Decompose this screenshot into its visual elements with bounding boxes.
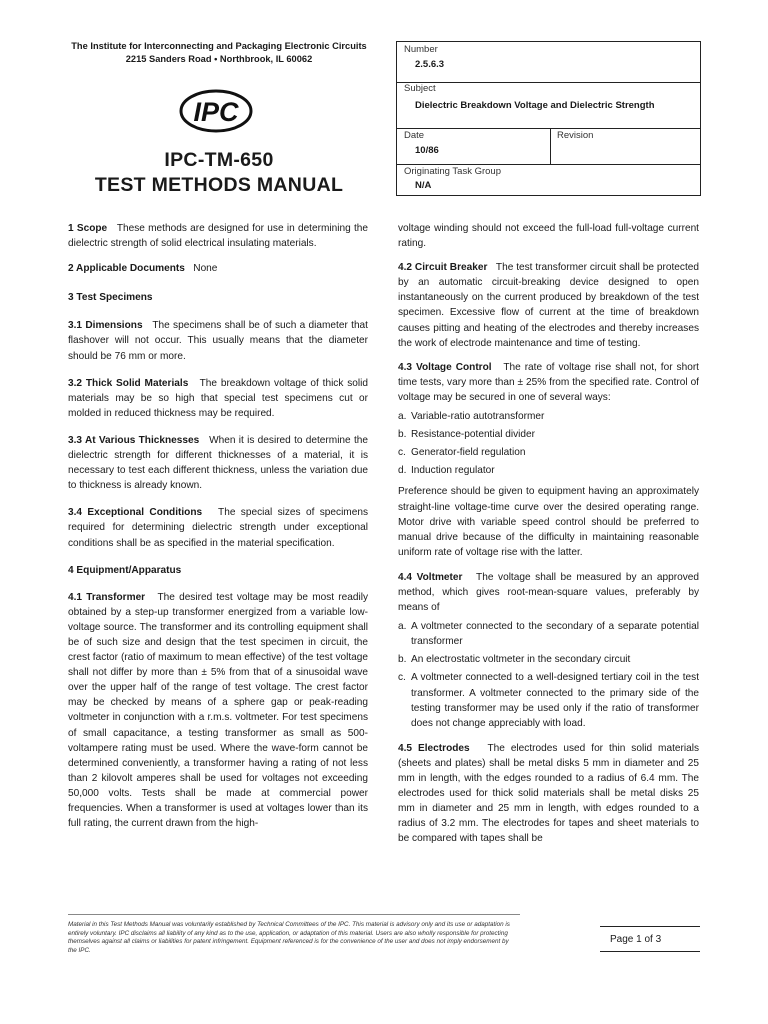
- number-label: Number: [404, 44, 438, 55]
- task-group-row: [397, 164, 700, 195]
- section-2: [68, 261, 368, 276]
- section-4-4-heading: 4.4 Voltmeter: [398, 571, 463, 583]
- voltage-control-list: [398, 409, 699, 478]
- section-4-5-heading: 4.5 Electrodes: [398, 742, 470, 754]
- list-item: d. Induction regulator: [398, 465, 495, 477]
- section-4-1: [68, 590, 368, 832]
- section-4-2: [398, 260, 699, 351]
- institute-name: [60, 40, 378, 66]
- section-4-heading: 4 Equipment/Apparatus: [68, 564, 182, 576]
- footer-disclaimer: Material in this Test Methods Manual was voluntarily established by Technical Committees of the IPC. This material is advisory only and its use or adaptation is entirely voluntary. IPC disclaims all liability of any kind as to the use, application, or adaptation of this material. Users are also wholly responsible for protecting themselves against all claims or liabilities for patent infringement. Equipment referenced is for the convenience of the user and does not imply endorsement by the IPC.: [68, 921, 510, 954]
- section-2-heading: 2 Applicable Documents: [68, 263, 185, 275]
- voltmeter-list: [398, 619, 699, 731]
- revision-label: Revision: [557, 130, 594, 141]
- section-3-4-heading: 3.4 Exceptional Conditions: [68, 507, 203, 519]
- logo-text: IPC: [193, 97, 239, 127]
- list-item: a. Variable-ratio autotransformer: [398, 411, 545, 423]
- section-4-1-heading: 4.1 Transformer: [68, 591, 146, 603]
- title-manual: TEST METHODS MANUAL: [94, 174, 344, 196]
- date-label: Date: [404, 130, 425, 141]
- number-value: 2.5.6.3: [415, 59, 445, 70]
- section-4-3: [398, 360, 699, 405]
- subject-label: Subject: [404, 83, 436, 94]
- section-4-1-continued: voltage winding should not exceed the full-load full-voltage current rating.: [398, 223, 699, 250]
- document-info-box: [396, 41, 701, 196]
- subject-row: [397, 83, 700, 129]
- section-3-4: [68, 505, 368, 550]
- right-column: [398, 221, 699, 853]
- list-item: c. Generator-field regulation: [398, 447, 526, 459]
- section-4-1-text: The desired test voltage may be most readily obtained by a step-up transformer energized from a variable low-voltage source. The transformer and its controlling equipment shall be of such size and design that the test specimen in circuit, the crest factor (ratio of maximum to mean effective) of the test voltage shall not differ by more than ± 5% from that of a sinusoidal wave over the upper half of the range of test voltage. The crest factor may be checked by means of a sphere gap or peak-reading voltmeter in conjunction with a r.m.s. voltmeter. For test specimens of small capacitance, a testing transformer as small as 500-voltampere rating must be used. Where the wave-form cannot be determined conveniently, a transformer having a rating of not less than 2 kilovolt amperes shall be used for voltages not exceeding 50,000 volts. Tests shall be made at commercial power frequencies. When a transformer is used at voltages lower than its full rating, the current drawn from the high-: [68, 591, 368, 830]
- section-3-4-text: The special sizes of specimens required for determining dielectric strength under exceptional conditions shall be as specified in the material specification.: [68, 507, 368, 549]
- section-4-2-text: The test transformer circuit shall be protected by an automatic circuit-breaking device designed to open instantaneously on the current produced by breakdown of the test specimen. Excessive flow of current at the time of breakdown causes pitting and heating of the electrodes and thereby increases the work of electrode maintenance and time of testing.: [398, 262, 699, 349]
- date-revision-divider: [550, 128, 551, 164]
- section-2-text: None: [193, 263, 218, 275]
- list-item: c. A voltmeter connected to a well-designed tertiary coil in the test transformer. A voltmeter connected to the primary side of the testing transformer may be used only if the ratio of transformer does not change appreciably with load.: [398, 672, 699, 729]
- section-3-1-text: The specimens shall be of such a diameter that flashover will not occur. This usually means that the diameter should be 76 mm or more.: [68, 320, 368, 362]
- section-3-1-heading: 3.1 Dimensions: [68, 320, 143, 332]
- left-column: [68, 221, 368, 838]
- section-3-2-text: The breakdown voltage of thick solid materials may be so high that special test specimens cut or molded in reduced thickness may be required.: [68, 377, 368, 419]
- section-3-3-text: When it is desired to determine the dielectric strength for different thicknesses of a material, it is necessary to test each different thickness, unless the variation due to thickness is already known.: [68, 434, 368, 492]
- section-4-2-heading: 4.2 Circuit Breaker: [398, 262, 488, 274]
- section-3-2: [68, 376, 368, 421]
- institute-line1: The Institute for Interconnecting and Packaging Electronic Circuits: [71, 41, 367, 51]
- task-group-label: Originating Task Group: [404, 166, 501, 177]
- section-4-3-heading: 4.3 Voltage Control: [398, 361, 492, 373]
- section-1: [68, 221, 368, 251]
- list-item: a. A voltmeter connected to the secondary of a separate potential transformer: [398, 621, 699, 648]
- footer-rule: [68, 914, 520, 915]
- task-group-value: N/A: [415, 180, 432, 191]
- section-1-text: These methods are designed for use in determining the dielectric strength of solid electrical insulating materials.: [68, 223, 369, 250]
- section-3: [68, 290, 368, 305]
- section-4-4: [398, 570, 699, 615]
- institute-address: 2215 Sanders Road • Northbrook, IL 60062: [125, 54, 313, 64]
- date-row: [397, 128, 700, 165]
- section-3-3-heading: 3.3 At Various Thicknesses: [68, 434, 200, 446]
- section-1-heading: 1 Scope: [68, 223, 108, 234]
- section-4: [68, 563, 368, 578]
- list-item: b. An electrostatic voltmeter in the secondary circuit: [398, 654, 631, 666]
- section-3-heading: 3 Test Specimens: [68, 292, 153, 304]
- number-row: [397, 42, 700, 83]
- page-title: [60, 148, 378, 198]
- section-4-3-paragraph: Preference should be given to equipment having an approximately straight-line voltage-time curve over the desired operating range. Motor drive with variable speed control should be preferred to manual drive because of the difficulty in maintaining reasonable uniform rate of voltage rise with the latter.: [398, 486, 699, 558]
- title-code: IPC-TM-650: [164, 149, 274, 171]
- page-number: Page 1 of 3: [600, 926, 700, 952]
- section-4-5: [398, 741, 699, 847]
- subject-value: Dielectric Breakdown Voltage and Dielectric Strength: [415, 100, 655, 111]
- section-4-3-text: The rate of voltage rise shall not, for short time tests, vary more than ± 25% from the specified rate. Control of voltage may be secured in one of several ways:: [398, 361, 699, 403]
- list-item: b. Resistance-potential divider: [398, 429, 535, 441]
- section-3-1: [68, 318, 368, 363]
- section-4-5-text: The electrodes used for thin solid materials (sheets and plates) shall be metal disks 5 mm in diameter and 25 mm in length, with the edges rounded to a radius of 6.4 mm. The electrodes used for thick solid materials shall be metal disks 25 mm in diameter and 25 mm in length, with edges rounded to a radius of 3.2 mm. The electrodes for tapes and sheet materials to be compared with tapes shall be: [398, 742, 699, 845]
- section-4-4-text: The voltage shall be measured by an approved method, which gives root-mean-square values, preferably by means of: [398, 571, 699, 614]
- ipc-logo: [178, 88, 254, 134]
- section-3-3: [68, 433, 368, 493]
- date-value: 10/86: [415, 145, 439, 156]
- section-3-2-heading: 3.2 Thick Solid Materials: [68, 377, 189, 389]
